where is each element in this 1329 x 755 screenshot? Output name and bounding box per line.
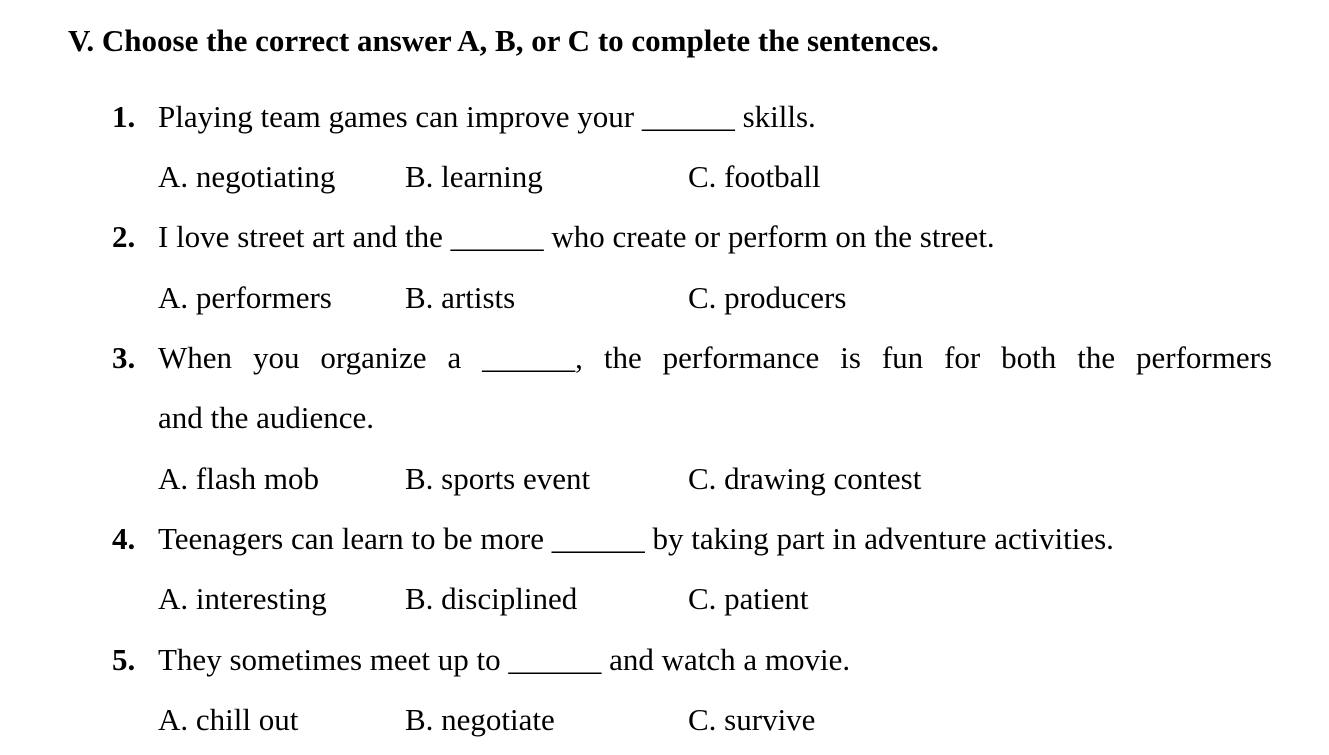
question-number: 3. bbox=[112, 340, 136, 375]
option-a[interactable]: A. flash mob bbox=[158, 461, 320, 496]
option-b[interactable]: B. learning bbox=[405, 159, 543, 194]
question-number: 4. bbox=[112, 521, 136, 556]
question-text: I love street art and the ______ who create or perform on the street. bbox=[158, 219, 995, 254]
option-c[interactable]: C. producers bbox=[688, 280, 847, 315]
question-text: Teenagers can learn to be more ______ by taking part in adventure activities. bbox=[158, 521, 1114, 556]
option-a[interactable]: A. chill out bbox=[158, 702, 299, 737]
option-b[interactable]: B. negotiate bbox=[405, 702, 555, 737]
option-a[interactable]: A. performers bbox=[158, 280, 332, 315]
option-b[interactable]: B. disciplined bbox=[405, 581, 578, 616]
question-text-continued: and the audience. bbox=[158, 400, 375, 435]
option-c[interactable]: C. patient bbox=[688, 581, 809, 616]
question-text: When you organize a ______, the performance is fun for both the performers bbox=[158, 340, 1272, 375]
option-c[interactable]: C. football bbox=[688, 159, 821, 194]
question-text: They sometimes meet up to ______ and watch a movie. bbox=[158, 642, 851, 677]
question-text: Playing team games can improve your ______ skills. bbox=[158, 99, 816, 134]
question-number: 2. bbox=[112, 219, 136, 254]
option-a[interactable]: A. interesting bbox=[158, 581, 327, 616]
option-b[interactable]: B. artists bbox=[405, 280, 516, 315]
option-c[interactable]: C. survive bbox=[688, 702, 816, 737]
option-b[interactable]: B. sports event bbox=[405, 461, 591, 496]
question-number: 1. bbox=[112, 99, 136, 134]
option-a[interactable]: A. negotiating bbox=[158, 159, 336, 194]
question-number: 5. bbox=[112, 642, 136, 677]
option-c[interactable]: C. drawing contest bbox=[688, 461, 922, 496]
exercise-heading: V. Choose the correct answer A, B, or C to complete the sentences. bbox=[68, 23, 939, 58]
